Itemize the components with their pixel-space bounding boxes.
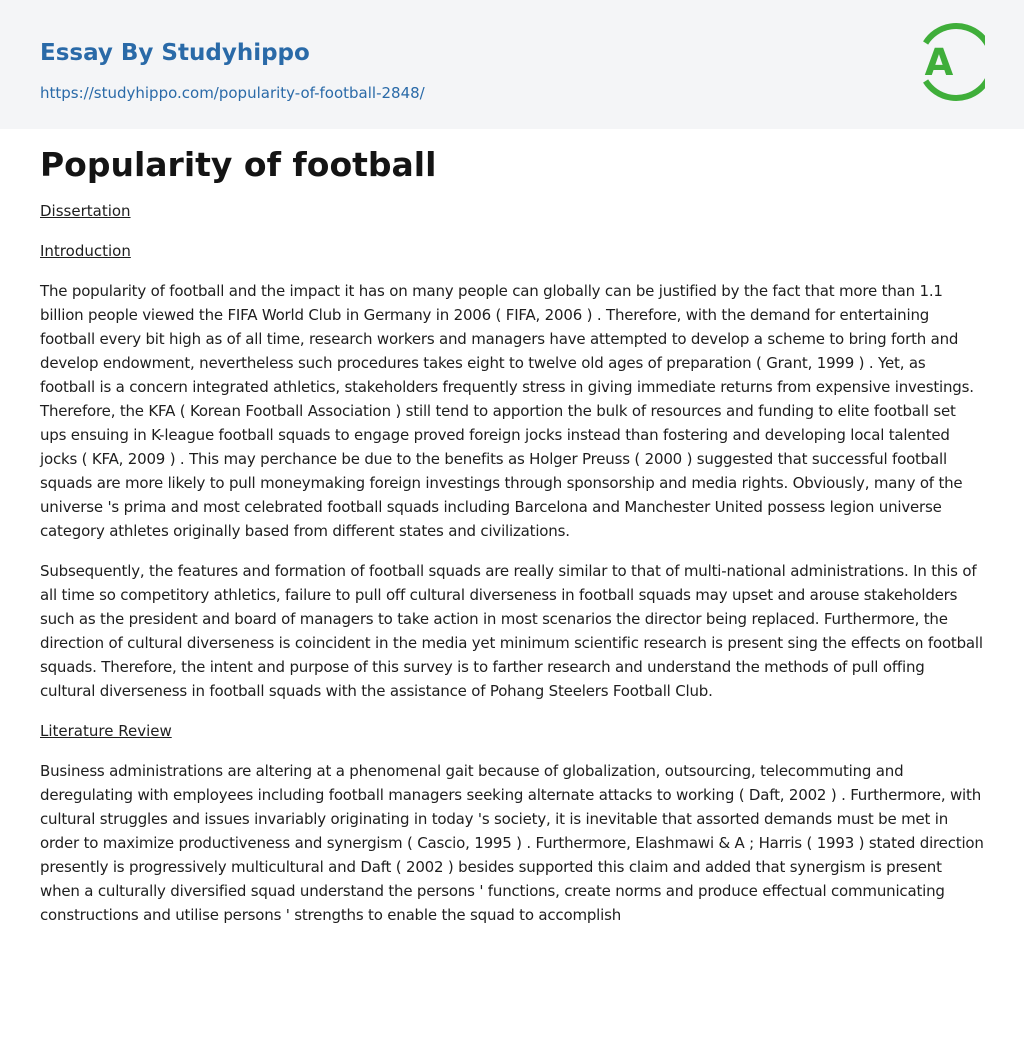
site-header [0, 0, 1024, 129]
site-brand[interactable]: Essay By Studyhippo [40, 40, 310, 66]
essay-type-label: Dissertation [40, 202, 131, 220]
logo-letter: A [924, 41, 954, 84]
source-url-link[interactable]: https://studyhippo.com/popularity-of-football-2848/ [40, 84, 425, 102]
paragraph: Business administrations are altering at a phenomenal gait because of globalization, outsourcing, telecommuting and deregulating with employees including football managers seeking alternate attacks to working ( Daft, 2002 ) . Furthermore, with cultural struggles and issues invariably originating in today 's society, it is inevitable that assorted demands must be met in order to maximize productiveness and synergism ( Cascio, 1995 ) . Furthermore, Elashmawi & A ; Harris ( 1993 ) stated direction presently is progressively multicultural and Daft ( 2002 ) besides supported this claim and added that synergism is present when a culturally diversified squad understand the persons ' functions, create norms and produce effectual communicating constructions and utilise persons ' strengths to enable the squad to accomplish [40, 762, 984, 924]
essay-content [0, 129, 1024, 927]
paragraph: Subsequently, the features and formation of football squads are really similar to that of multi-national administrations. In this of all time so competitory athletics, failure to pull off cultural diverseness in football squads may upset and arouse stakeholders such as the president and board of managers to take action in most scenarios the director being replaced. Furthermore, the direction of cultural diverseness is coincident in the media yet minimum scientific research is present sing the effects on football squads. Therefore, the intent and purpose of this survey is to farther research and understand the methods of pull offing cultural diverseness in football squads with the assistance of Pohang Steelers Football Club. [40, 562, 983, 700]
studyhippo-logo-icon[interactable] [913, 20, 985, 104]
paragraph: The popularity of football and the impact it has on many people can globally can be justified by the fact that more than 1.1 billion people viewed the FIFA World Club in Germany in 2006 ( FIFA, 2006 ) . Therefore, with the demand for entertaining football every bit high as of all time, research workers and managers have attempted to develop a scheme to bring forth and develop endowment, nevertheless such procedures takes eight to twelve old ages of preparation ( Grant, 1999 ) . Yet, as football is a concern integrated athletics, stakeholders frequently stress in giving immediate returns from expensive investings. Therefore, the KFA ( Korean Football Association ) still tend to apportion the bulk of resources and funding to elite football set ups ensuing in K-league football squads to engage proved foreign jocks instead than fostering and developing local talented jocks ( KFA, 2009 ) . This may perchance be due to the benefits as Holger Preuss ( 2000 ) suggested that successful football squads are more likely to pull moneymaking foreign investings through sponsorship and media rights. Obviously, many of the universe 's prima and most celebrated football squads including Barcelona and Manchester United possess legion universe category athletes originally based from different states and civilizations. [40, 282, 974, 540]
section-heading-literature-review: Literature Review [40, 722, 172, 740]
section-heading-introduction: Introduction [40, 242, 131, 260]
page-title: Popularity of football [40, 145, 437, 184]
